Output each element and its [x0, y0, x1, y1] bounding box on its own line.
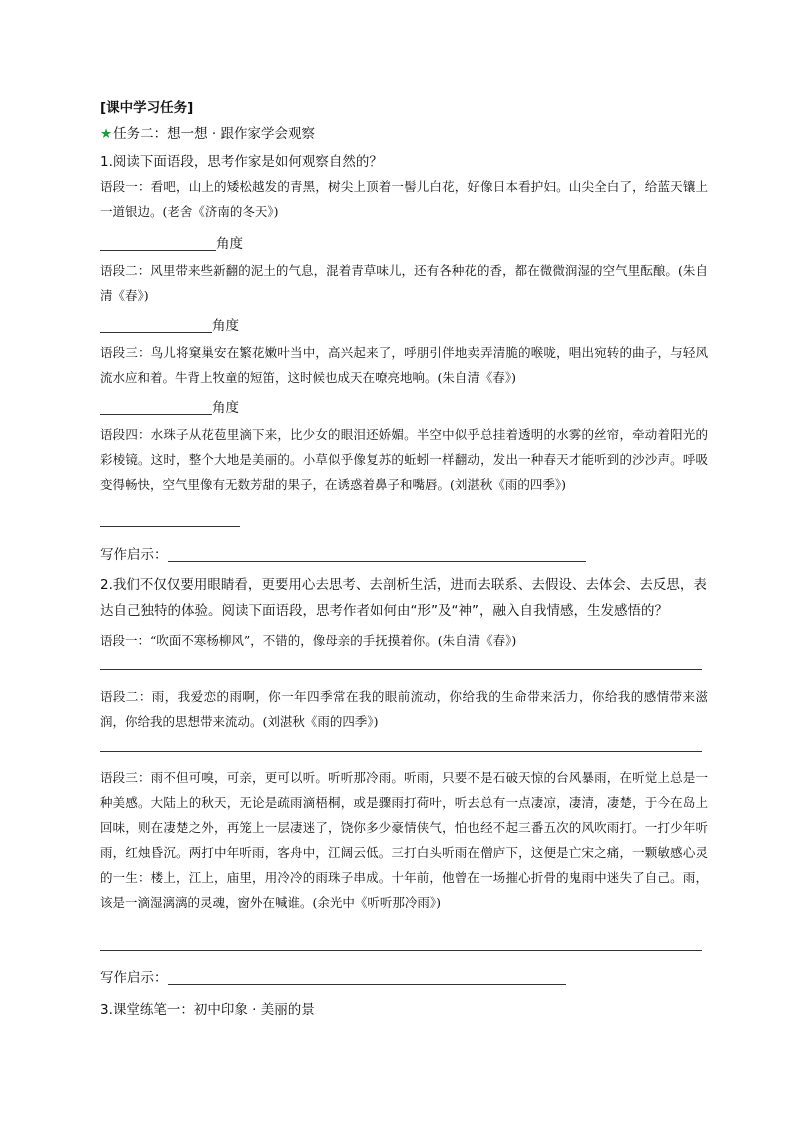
writing-tip-label: 写作启示：	[100, 547, 168, 563]
passage-three: 语段三：鸟儿将窠巢安在繁花嫩叶当中，高兴起来了，呼朋引伴地卖弄清脆的喉咙，唱出宛转的曲子，与轻风流水应和着。牛背上牧童的短笛，这时候也成天在嘹亮地响。(朱自清《春》)	[100, 345, 708, 385]
section-heading: [课中学习任务]	[100, 100, 194, 116]
answer-line[interactable]	[100, 526, 240, 527]
task-two-title-row	[100, 122, 315, 142]
angle-answer-row-3	[100, 396, 239, 416]
question-three-prompt: 3.课堂练笔一：初中印象 · 美丽的景	[100, 1002, 315, 1018]
answer-blank[interactable]	[100, 399, 212, 415]
q2-passage-three: 语段三：雨不但可嗅，可亲，更可以听。听听那冷雨。听雨，只要不是石破天惊的台风暴雨，在听觉上总是一种美感。大陆上的秋天，无论是疏雨滴梧桐，或是骤雨打荷叶，听去总有一点凄凉，凄清，凄楚，于今在岛上回味，则在凄楚之外，再笼上一层凄迷了，饶你多少豪情侠气，怕也经不起三番五次的风吹雨打。一打少年听雨，红烛昏沉。两打中年听雨，客舟中，江阔云低。三打白头听雨在僧庐下，这便是亡宋之痛，一颗敏感心灵的一生：楼上，江上，庙里，用冷冷的雨珠子串成。十年前，他曾在一场摧心折骨的鬼雨中迷失了自己。雨，该是一滴湿漓漓的灵魂，窗外在喊谁。(余光中《听听那冷雨》)	[100, 770, 708, 910]
question-one-prompt: 1.阅读下面语段，思考作家是如何观察自然的？	[100, 154, 383, 170]
answer-blank[interactable]	[100, 317, 212, 333]
angle-label: 角度	[216, 236, 243, 252]
answer-line[interactable]	[100, 669, 702, 670]
writing-tip-blank[interactable]	[168, 546, 586, 562]
angle-label: 角度	[212, 318, 239, 334]
angle-answer-row-1	[100, 232, 243, 252]
q2-passage-one: 语段一：“吹面不寒杨柳风”，不错的，像母亲的手抚摸着你。(朱自清《春》)	[100, 633, 517, 648]
angle-label: 角度	[212, 400, 239, 416]
answer-line[interactable]	[100, 950, 702, 951]
passage-one: 语段一：看吧，山上的矮松越发的青黑，树尖上顶着一髻儿白花，好像日本看护妇。山尖全白了，给蓝天镶上一道银边。(老舍《济南的冬天》)	[100, 179, 708, 219]
q2-passage-two: 语段二：雨，我爱恋的雨啊，你一年四季常在我的眼前流动，你给我的生命带来活力，你给我的感情带来滋润，你给我的思想带来流动。(刘湛秋《雨的四季》)	[100, 689, 708, 729]
writing-tip-label: 写作启示：	[100, 970, 168, 986]
angle-answer-row-2	[100, 314, 239, 334]
writing-tip-blank[interactable]	[168, 969, 566, 985]
task-two-title: 任务二：想一想 · 跟作家学会观察	[113, 126, 315, 142]
passage-two: 语段二：风里带来些新翻的泥土的气息，混着青草味儿，还有各种花的香，都在微微润湿的空气里酝酿。(朱自清《春》)	[100, 263, 708, 303]
answer-line[interactable]	[100, 751, 702, 752]
writing-tip-row-2	[100, 966, 566, 986]
star-icon: ★	[100, 126, 113, 142]
writing-tip-row-1	[100, 543, 586, 563]
passage-four: 语段四：水珠子从花苞里滴下来，比少女的眼泪还娇媚。半空中似乎总挂着透明的水雾的丝帘，牵动着阳光的彩棱镜。这时，整个大地是美丽的。小草似乎像复苏的蚯蚓一样翻动，发出一种春天才能听到的沙沙声。呼吸变得畅快，空气里像有无数芳甜的果子，在诱惑着鼻子和嘴唇。(刘湛秋《雨的四季》)	[100, 427, 708, 492]
question-two-prompt: 2.我们不仅仅要用眼睛看，更要用心去思考、去剖析生活，进而去联系、去假设、去体会、去反思，表达自己独特的体验。阅读下面语段，思考作者如何由“形”及“神”，融入自我情感，生发感悟的？	[100, 577, 707, 619]
answer-blank[interactable]	[100, 235, 216, 251]
